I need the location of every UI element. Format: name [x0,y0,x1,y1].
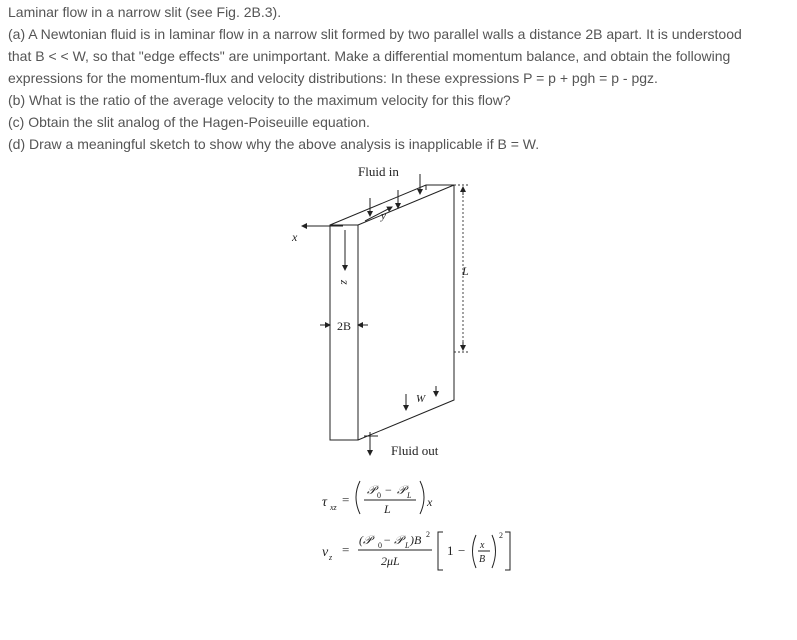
svg-text:x: x [427,495,433,509]
svg-text:(𝒫: (𝒫 [359,533,372,547]
svg-text:− 𝒫: − 𝒫 [383,533,403,547]
problem-part-b: (b) What is the ratio of the average velocity to the maximum velocity for this flow? [8,92,511,108]
svg-text:𝒫: 𝒫 [397,483,406,497]
momentum-flux-equation [322,481,433,516]
svg-text:𝒫: 𝒫 [367,483,376,497]
svg-text:z: z [329,553,333,562]
svg-text:0: 0 [378,541,382,550]
svg-text:2μL: 2μL [381,554,400,568]
svg-text:−: − [458,543,466,558]
svg-text:xz: xz [330,503,337,512]
label-x: x [292,230,298,244]
problem-part-a-line-1: (a) A Newtonian fluid is in laminar flow in a narrow slit formed by two parallel walls a distance 2B apart. It is understood [8,26,742,42]
svg-text:B: B [479,554,486,565]
problem-part-c: (c) Obtain the slit analog of the Hagen-Poiseuille equation. [8,114,370,130]
dimension-2B [320,319,368,333]
svg-text:0: 0 [377,491,381,500]
dimension-L [454,185,470,352]
problem-part-a-line-3: expressions for the momentum-flux and velocity distributions: In these expressions P = p + pgh = p - pgz. [8,70,658,86]
svg-text:L: L [405,541,410,550]
svg-text:2: 2 [426,530,430,539]
label-z: z [338,280,352,285]
svg-text:v: v [322,545,329,560]
z-axis [338,230,352,285]
svg-text:L: L [384,502,391,516]
outlet-arrow [364,432,378,455]
svg-text:τ: τ [322,495,328,510]
problem-part-a-line-2: that B < < W, so that "edge effects" are unimportant. Make a differential momentum balance, and obtain the following [8,48,731,64]
label-fluid-in: Fluid in [358,164,399,179]
slit-walls [330,185,454,440]
dimension-W [406,386,436,410]
label-L: L [462,264,469,278]
label-fluid-out: Fluid out [391,443,439,458]
problem-title: Laminar flow in a narrow slit (see Fig. 2B.3). [8,4,282,20]
svg-text:x: x [480,540,485,551]
svg-text:=: = [342,542,350,557]
svg-text:=: = [342,492,350,507]
svg-text:−: − [385,483,392,497]
svg-text:)B: )B [410,533,422,547]
velocity-equation [322,530,510,570]
svg-text:L: L [407,491,412,500]
label-W: W [416,393,426,405]
problem-part-d: (d) Draw a meaningful sketch to show why the above analysis is inapplicable if B = W. [8,136,540,152]
svg-text:2: 2 [499,531,503,540]
x-axis [291,226,343,244]
label-y: y [381,210,386,222]
svg-text:1: 1 [447,543,454,558]
label-2B: 2B [337,319,352,333]
